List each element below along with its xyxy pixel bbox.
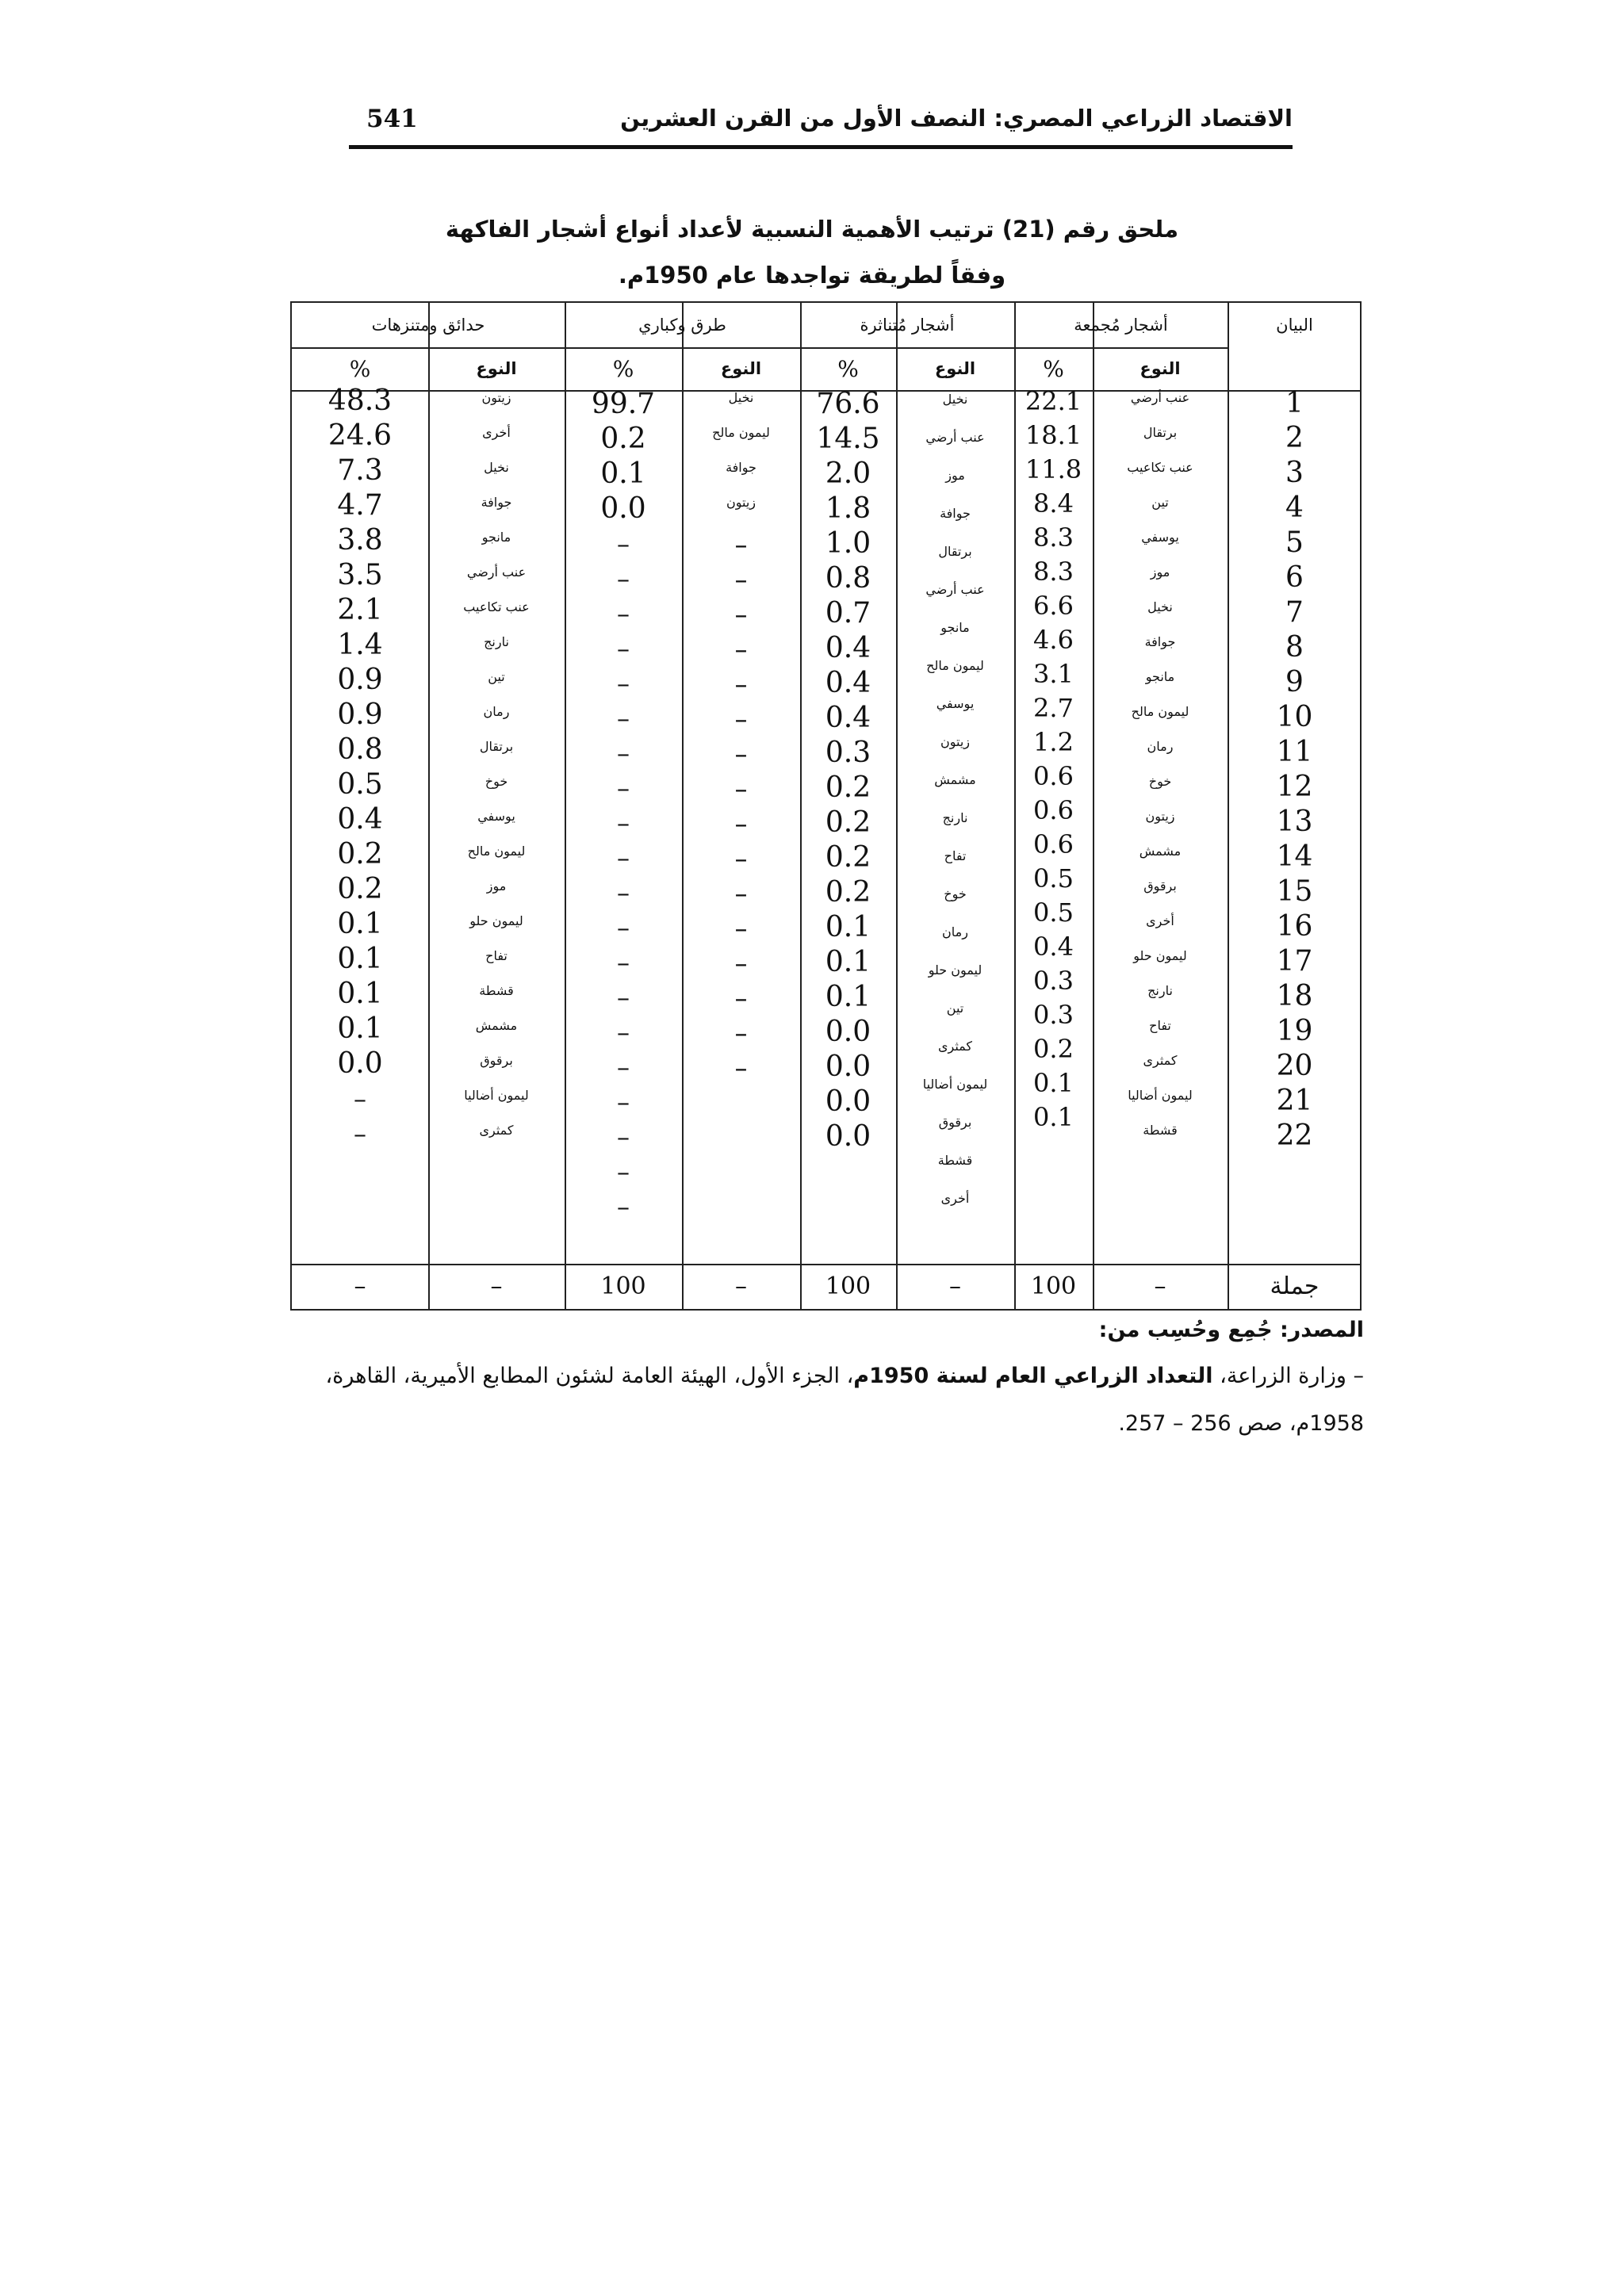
pct-cell: –: [617, 947, 630, 978]
pct-cell: 0.5: [1033, 897, 1074, 928]
type-cell: مشمش: [1139, 844, 1182, 859]
pct-cell: 0.9: [337, 664, 383, 696]
mujamaa-type-header: النوع: [1139, 359, 1181, 378]
type-cell: نارنج: [1147, 983, 1173, 998]
row-index-cell: 13: [1276, 806, 1313, 838]
pct-cell: –: [617, 1192, 630, 1222]
pct-cell: 0.2: [825, 771, 871, 804]
type-cell: –: [734, 564, 748, 595]
type-cell: تفاح: [485, 948, 508, 963]
type-cell: أخرى: [1146, 913, 1174, 928]
type-cell: يوسفي: [1141, 530, 1179, 545]
table-subtitle: وفقاً لطريقة تواجدها عام 1950م.: [618, 262, 1006, 289]
type-cell: –: [734, 1018, 748, 1048]
row-index-cell: 1: [1285, 387, 1304, 419]
type-cell: برتقال: [1143, 425, 1178, 440]
pct-cell: 6.6: [1033, 591, 1074, 621]
type-cell: أخرى: [940, 1191, 970, 1206]
type-cell: مانجو: [481, 530, 511, 545]
pct-cell: 0.1: [1033, 1068, 1074, 1098]
pct-cell: 2.0: [825, 457, 871, 490]
type-cell: جوافة: [726, 460, 756, 475]
hadaiq-type-header: النوع: [476, 359, 517, 378]
row-index-cell: 20: [1276, 1050, 1313, 1082]
page-header: [349, 101, 1293, 149]
turuq-pct-column: [565, 390, 682, 1262]
running-title: الاقتصاد الزراعي المصري: النصف الأول من القرن العشرين: [620, 105, 1293, 132]
total-hadaiq-pct: –: [354, 1272, 366, 1300]
type-cell: –: [734, 704, 748, 734]
pct-cell: 0.4: [337, 803, 383, 836]
pct-cell: 1.2: [1033, 727, 1074, 757]
pct-cell: 0.3: [1033, 1000, 1074, 1030]
source-citation: [254, 1364, 1364, 1388]
row-index-cell: 16: [1276, 910, 1313, 943]
appendix-table: [290, 301, 1362, 1311]
pct-cell: 1.0: [825, 527, 871, 560]
group-mutanathira-header: أشجار مُتناثرة: [860, 316, 955, 335]
pct-cell: 0.1: [337, 1012, 383, 1045]
type-cell: تين: [488, 669, 505, 684]
type-cell: –: [734, 878, 748, 909]
type-cell: أخرى: [482, 425, 511, 440]
pct-cell: 0.1: [337, 908, 383, 940]
type-cell: مشمش: [475, 1018, 518, 1033]
pct-cell: 0.1: [337, 943, 383, 975]
type-cell: نخيل: [942, 392, 968, 407]
type-cell: عنب أرضي: [466, 564, 527, 580]
pct-cell: 0.5: [337, 768, 383, 801]
row-index-cell: 10: [1276, 701, 1313, 733]
pct-cell: 0.1: [825, 981, 871, 1013]
type-cell: ليمون مالح: [1131, 704, 1189, 719]
type-cell: –: [734, 774, 748, 804]
page-number: 541: [366, 105, 418, 133]
total-turuq-pct: 100: [600, 1272, 646, 1300]
source-heading: المصدر: جُمِع وحُسِب من:: [1098, 1318, 1364, 1342]
type-cell: مانجو: [940, 620, 970, 635]
type-cell: –: [734, 983, 748, 1013]
type-cell: خوخ: [1148, 774, 1172, 789]
type-cell: برقوق: [1143, 878, 1177, 894]
pct-cell: 0.1: [825, 946, 871, 978]
type-cell: كمثرى: [479, 1123, 514, 1138]
row-index-cell: 17: [1276, 945, 1313, 978]
pct-cell: 0.1: [337, 978, 383, 1010]
pct-cell: –: [617, 808, 630, 838]
type-cell: برتقال: [938, 544, 972, 559]
type-cell: نارنج: [484, 634, 509, 649]
type-cell: زيتون: [1145, 809, 1175, 824]
row-index-cell: 21: [1276, 1085, 1313, 1117]
type-cell: رمان: [942, 924, 968, 939]
hadaiq-pct-column: [292, 385, 428, 1262]
pct-cell: 8.3: [1033, 557, 1074, 587]
pct-cell: –: [617, 633, 630, 664]
pct-cell: 0.5: [1033, 863, 1074, 894]
pct-cell: 0.2: [825, 806, 871, 839]
pct-cell: 0.6: [1033, 795, 1074, 825]
turuq-type-header: النوع: [720, 359, 762, 378]
pct-cell: 24.6: [327, 419, 393, 452]
pct-cell: –: [617, 564, 630, 594]
header-rule: [349, 145, 1293, 149]
type-cell: ليمون حلو: [469, 913, 523, 928]
type-cell: ليمون أضاليا: [464, 1088, 529, 1103]
row-index-cell: 22: [1276, 1119, 1313, 1152]
source-title: التعداد الزراعي العام لسنة 1950م: [853, 1364, 1213, 1388]
pct-cell: –: [617, 1052, 630, 1082]
pct-cell: –: [617, 982, 630, 1012]
row-index-cell: 4: [1285, 492, 1304, 524]
type-cell: –: [734, 913, 748, 943]
total-mujamaa-pct: 100: [1030, 1272, 1077, 1300]
pct-cell: 0.4: [825, 632, 871, 664]
pct-cell: 8.4: [1033, 488, 1074, 519]
type-cell: نخيل: [1147, 599, 1173, 614]
pct-cell: 99.7: [591, 388, 656, 420]
index-header: البيان: [1276, 316, 1313, 335]
source-prefix: – وزارة الزراعة،: [1212, 1364, 1364, 1388]
type-cell: –: [734, 948, 748, 978]
pct-cell: 1.8: [825, 492, 871, 525]
type-cell: قشطة: [1143, 1123, 1178, 1138]
pct-cell: –: [617, 1017, 630, 1047]
pct-cell: 0.2: [600, 423, 646, 455]
type-cell: –: [734, 1053, 748, 1083]
type-cell: نخيل: [728, 390, 754, 405]
pct-cell: 0.9: [337, 698, 383, 731]
pct-cell: 0.2: [825, 841, 871, 874]
row-index-cell: 9: [1285, 666, 1304, 698]
row-index-cell: 6: [1285, 561, 1304, 594]
row-index-cell: 7: [1285, 596, 1304, 629]
row-index-cell: 15: [1276, 875, 1313, 908]
type-cell: تفاح: [1149, 1018, 1171, 1033]
turuq-type-column: [682, 390, 800, 1262]
pct-cell: 14.5: [816, 423, 880, 455]
pct-cell: 0.3: [1033, 966, 1074, 996]
type-cell: خوخ: [485, 774, 508, 789]
pct-cell: 3.8: [337, 524, 383, 557]
source-suffix: ، الجزء الأول، الهيئة العامة لشئون المطابع الأميرية، القاهرة،: [325, 1364, 854, 1388]
pct-cell: 0.4: [825, 702, 871, 734]
type-cell: عنب تكاعيب: [463, 599, 530, 614]
pct-cell: –: [617, 1087, 630, 1117]
group-mujamaa-header: أشجار مُجمعة: [1074, 316, 1168, 335]
pct-cell: 76.6: [816, 388, 880, 420]
row-index-cell: 8: [1285, 631, 1304, 664]
type-cell: مشمش: [934, 772, 976, 787]
row-index-cell: 2: [1285, 422, 1304, 454]
row-index-cell: 5: [1285, 526, 1304, 559]
type-cell: زيتون: [726, 495, 756, 510]
type-cell: ليمون مالح: [467, 844, 526, 859]
group-turuq-header: طرق وكباري: [638, 316, 726, 335]
pct-cell: –: [354, 1084, 366, 1114]
pct-cell: 0.2: [337, 838, 383, 871]
row-index-cell: 11: [1276, 736, 1313, 768]
pct-cell: 18.1: [1025, 420, 1082, 450]
pct-cell: 2.7: [1033, 693, 1074, 723]
pct-cell: –: [617, 703, 630, 733]
pct-cell: 0.1: [600, 457, 646, 490]
type-cell: ليمون حلو: [928, 962, 982, 978]
pct-cell: –: [617, 738, 630, 768]
type-cell: موز: [1150, 564, 1170, 580]
type-cell: خوخ: [944, 886, 967, 901]
mujamaa-pct-column: [1014, 386, 1093, 1262]
total-mutanathira-type: –: [949, 1272, 961, 1300]
type-cell: يوسفي: [936, 696, 975, 711]
pct-cell: 0.6: [1033, 829, 1074, 859]
type-cell: كمثرى: [937, 1039, 973, 1054]
pct-cell: –: [617, 1122, 630, 1152]
index-column: [1228, 387, 1362, 1262]
pct-cell: 48.3: [327, 385, 393, 417]
pct-cell: 0.1: [1033, 1102, 1074, 1132]
type-cell: عنب أرضي: [925, 430, 985, 445]
type-cell: ليمون مالح: [926, 658, 984, 673]
type-cell: –: [734, 809, 748, 839]
pct-cell: 0.0: [825, 1085, 871, 1118]
pct-cell: 0.7: [825, 597, 871, 629]
pct-cell: 0.3: [825, 737, 871, 769]
type-cell: عنب أرضي: [1130, 390, 1190, 405]
hadaiq-type-column: [428, 390, 565, 1262]
pct-cell: 0.0: [337, 1047, 383, 1080]
type-cell: ليمون أضاليا: [1128, 1088, 1193, 1103]
pct-cell: 4.6: [1033, 625, 1074, 655]
pct-cell: –: [617, 913, 630, 943]
type-cell: قشطة: [937, 1153, 973, 1168]
pct-cell: 2.1: [337, 594, 383, 626]
type-cell: رمان: [1147, 739, 1174, 754]
type-cell: نارنج: [942, 810, 968, 825]
type-cell: جوافة: [481, 495, 512, 510]
pct-cell: –: [617, 529, 630, 559]
type-cell: زيتون: [481, 390, 511, 405]
type-cell: –: [734, 739, 748, 769]
pct-cell: 0.8: [825, 562, 871, 595]
pct-cell: 0.0: [600, 492, 646, 525]
mutanathira-pct-column: [800, 390, 896, 1262]
total-hadaiq-type: –: [490, 1272, 503, 1300]
type-cell: تين: [946, 1001, 964, 1016]
row-index-cell: 14: [1276, 840, 1313, 873]
type-cell: موز: [945, 468, 965, 483]
row-index-cell: 19: [1276, 1015, 1313, 1047]
table-title: ملحق رقم (21) ترتيب الأهمية النسبية لأعداد أنواع أشجار الفاكهة: [445, 216, 1179, 243]
source-citation-cont: 1958م، صص 256 – 257.: [1118, 1411, 1364, 1436]
total-turuq-type: –: [735, 1272, 747, 1300]
pct-cell: –: [617, 843, 630, 873]
pct-cell: 3.1: [1033, 659, 1074, 689]
type-cell: –: [734, 530, 748, 560]
type-cell: يوسفي: [477, 809, 515, 824]
pct-cell: 0.0: [825, 1016, 871, 1048]
mujamaa-pct-header: %: [1043, 355, 1064, 382]
type-cell: –: [734, 669, 748, 699]
pct-cell: 0.0: [825, 1120, 871, 1153]
group-hadaiq-header: حدائق ومتنزهات: [371, 316, 485, 335]
mutanathira-type-column: [896, 390, 1014, 1262]
pct-cell: 1.4: [337, 629, 383, 661]
turuq-pct-header: %: [612, 355, 634, 382]
pct-cell: –: [617, 773, 630, 803]
type-cell: كمثرى: [1143, 1053, 1178, 1068]
pct-cell: –: [617, 599, 630, 629]
type-cell: نخيل: [484, 460, 509, 475]
pct-cell: –: [617, 1157, 630, 1187]
pct-cell: –: [617, 878, 630, 908]
pct-cell: 0.2: [1033, 1034, 1074, 1064]
type-cell: رمان: [483, 704, 510, 719]
mutanathira-pct-header: %: [837, 355, 859, 382]
type-cell: ليمون حلو: [1133, 948, 1187, 963]
type-cell: جوافة: [940, 506, 971, 521]
pct-cell: 8.3: [1033, 522, 1074, 553]
type-cell: –: [734, 844, 748, 874]
pct-cell: 4.7: [337, 489, 383, 522]
type-cell: ليمون مالح: [712, 425, 770, 440]
total-label: جملة: [1270, 1272, 1320, 1300]
type-cell: –: [734, 599, 748, 629]
pct-cell: –: [617, 668, 630, 698]
type-cell: برقوق: [480, 1053, 513, 1068]
pct-cell: 0.4: [1033, 932, 1074, 962]
pct-cell: 0.1: [825, 911, 871, 943]
pct-cell: 22.1: [1025, 386, 1082, 416]
pct-cell: –: [354, 1119, 366, 1149]
type-cell: برتقال: [479, 739, 514, 754]
pct-cell: 0.8: [337, 733, 383, 766]
type-cell: عنب أرضي: [925, 582, 985, 597]
total-mujamaa-type: –: [1154, 1272, 1166, 1300]
mujamaa-type-column: [1093, 390, 1228, 1262]
type-cell: مانجو: [1145, 669, 1175, 684]
pct-cell: 0.0: [825, 1050, 871, 1083]
pct-cell: 0.4: [825, 667, 871, 699]
type-cell: جوافة: [1144, 634, 1176, 649]
type-cell: تين: [1151, 495, 1169, 510]
total-mutanathira-pct: 100: [825, 1272, 871, 1300]
type-cell: عنب تكاعيب: [1127, 460, 1193, 475]
pct-cell: 0.2: [825, 876, 871, 909]
type-cell: زيتون: [940, 734, 971, 749]
pct-cell: 3.5: [337, 559, 383, 591]
mutanathira-type-header: النوع: [934, 359, 976, 378]
row-index-cell: 12: [1276, 771, 1313, 803]
type-cell: تفاح: [944, 848, 967, 863]
row-index-cell: 18: [1276, 980, 1313, 1012]
type-cell: موز: [486, 878, 507, 894]
hadaiq-pct-header: %: [349, 355, 371, 382]
pct-cell: 0.6: [1033, 761, 1074, 791]
pct-cell: 0.2: [337, 873, 383, 905]
pct-cell: 7.3: [337, 454, 383, 487]
pct-cell: 11.8: [1025, 454, 1082, 484]
type-cell: برقوق: [938, 1115, 972, 1130]
type-cell: ليمون أضاليا: [922, 1077, 988, 1092]
row-index-cell: 3: [1285, 457, 1304, 489]
type-cell: قشطة: [479, 983, 514, 998]
type-cell: –: [734, 634, 748, 664]
